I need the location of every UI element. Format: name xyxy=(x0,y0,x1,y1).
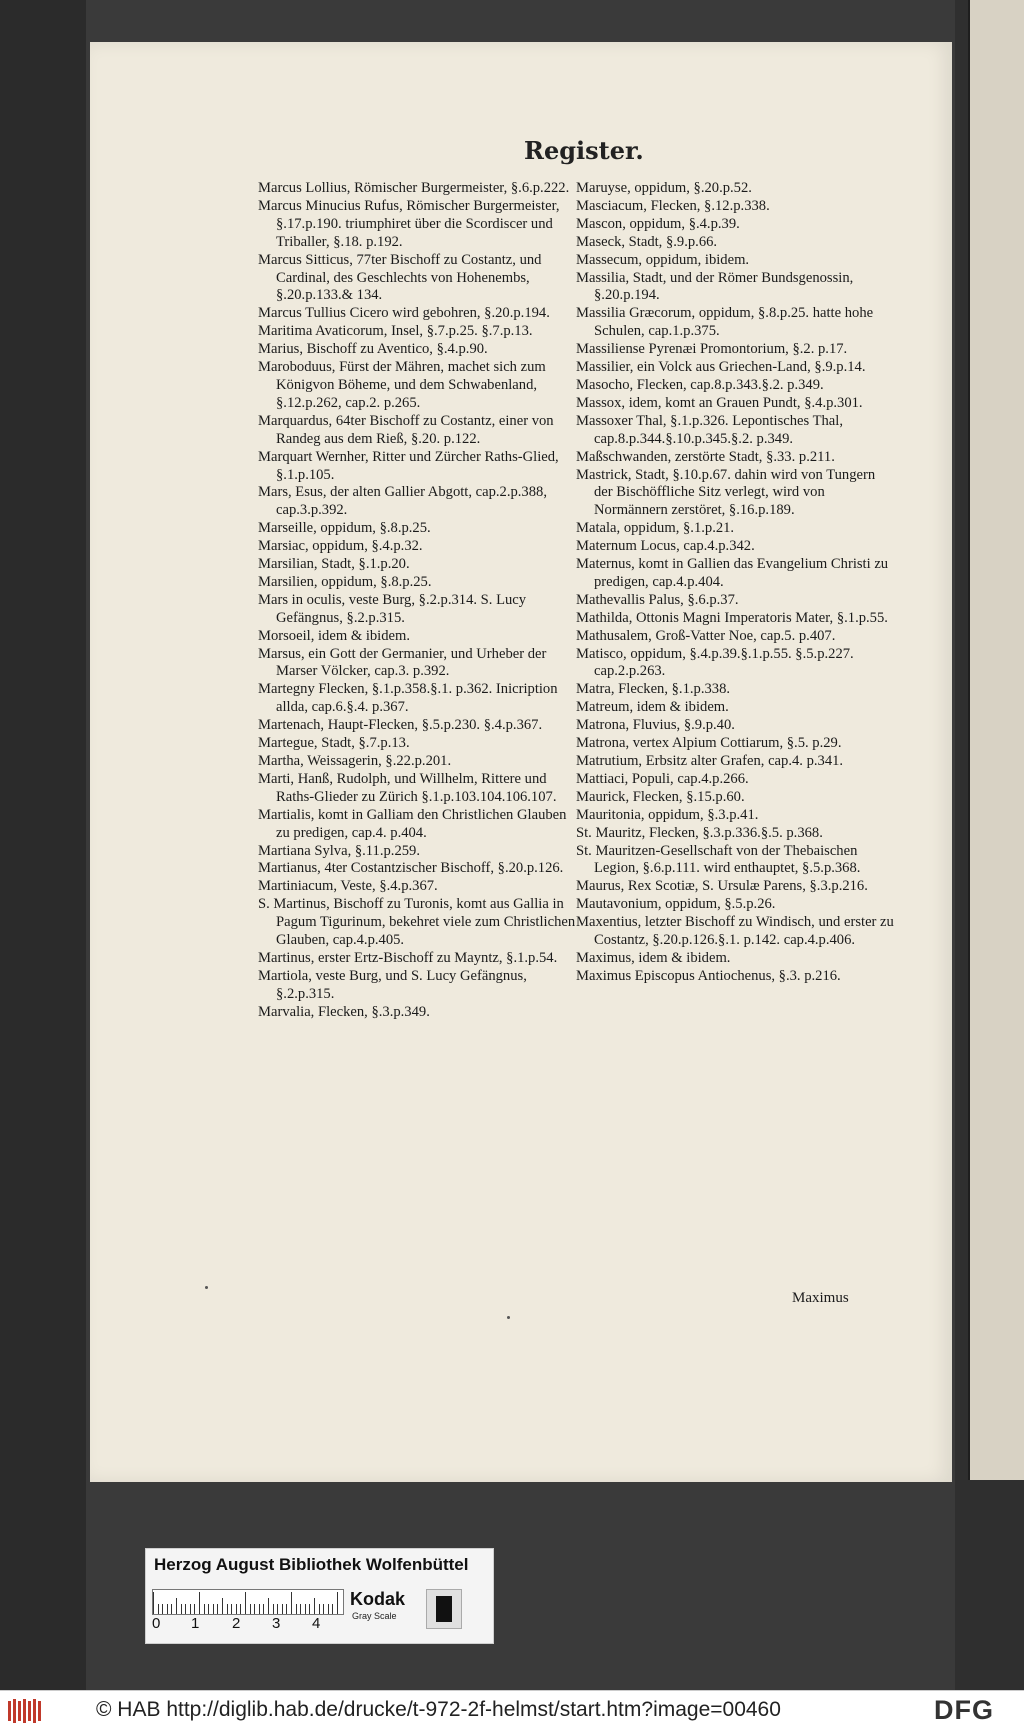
register-entry: Maurick, Flecken, §.15.p.60. xyxy=(576,788,745,805)
register-entry: Marsilian, Stadt, §.1.p.20. xyxy=(258,556,410,573)
register-entry: Maximus, idem & ibidem. xyxy=(576,949,731,966)
register-entry: Marcus Lollius, Römischer Burgermeister, §.6.p.222. xyxy=(258,180,570,196)
register-entry: Maßschwanden, zerstörte Stadt, §.33. p.211. xyxy=(576,448,835,465)
register-entry: Marcus Sitticus, 77ter Bischoff zu Costantz, und Cardinal, des Geschlechts von Hohenembs, §.20.p.133.& 134. xyxy=(258,251,542,304)
register-entry: Marsus, ein Gott der Germanier, und Urheber der Marser Völcker, cap.3. p.392. xyxy=(258,645,547,680)
register-entry: Marcus Minucius Rufus, Römischer Burgermeister, §.17.p.190. triumphiret über die Scordiscer und Triballer, §.18. p.192. xyxy=(258,197,560,250)
register-entry: Mathilda, Ottonis Magni Imperatoris Mater, §.1.p.55. xyxy=(576,609,888,626)
register-entry: Maxentius, letzter Bischoff zu Windisch, und erster zu Costantz, §.20.p.126.§.1. p.142. cap.4.p.406. xyxy=(576,914,894,949)
register-entry: Massilier, ein Volck aus Griechen-Land, §.9.p.14. xyxy=(576,359,866,376)
register-entry: Marsilien, oppidum, §.8.p.25. xyxy=(258,573,432,590)
register-entry: Marquardus, 64ter Bischoff zu Costantz, einer von Randeg aus dem Rieß, §.20. p.122. xyxy=(258,412,554,447)
register-entry: Maternum Locus, cap.4.p.342. xyxy=(576,538,755,555)
register-entry: Massiliense Pyrenæi Promontorium, §.2. p.17. xyxy=(576,341,848,358)
kodak-brand: Kodak xyxy=(350,1589,406,1609)
register-entry: Massox, idem, komt an Grauen Pundt, §.4.p.301. xyxy=(576,394,863,411)
register-entry: Matrona, Fluvius, §.9.p.40. xyxy=(576,717,735,734)
footer-url[interactable]: © HAB http://diglib.hab.de/drucke/t-972-2f-helmst/start.htm?image=00460 xyxy=(96,1698,781,1721)
register-entry: Mastrick, Stadt, §.10.p.67. dahin wird von Tungern der Bischöffliche Sitz verlegt, wird von Normännern zerstöret, §.16.p.189. xyxy=(576,466,876,519)
page-heading: Register. xyxy=(524,136,644,165)
register-entry: Maximus Episcopus Antiochenus, §.3. p.216. xyxy=(576,967,841,984)
register-entry: Masocho, Flecken, cap.8.p.343.§.2. p.349. xyxy=(576,376,824,393)
register-entry: Mattiaci, Populi, cap.4.p.266. xyxy=(576,770,749,787)
scale-number: 1 xyxy=(191,1615,200,1632)
register-entry: Maroboduus, Fürst der Mähren, machet sich zum Königvon Böheme, und dem Schwabenland, §.12.p.262, cap.2. p.265. xyxy=(258,359,546,411)
scale-number: 2 xyxy=(232,1615,241,1632)
register-entry: Massilia Græcorum, oppidum, §.8.p.25. hatte hohe Schulen, cap.1.p.375. xyxy=(576,305,874,340)
register-entry: Martialis, komt in Galliam den Christlichen Glauben zu predigen, cap.4. p.404. xyxy=(258,806,567,841)
color-calibration-card xyxy=(145,1548,494,1644)
register-right-column xyxy=(576,180,894,986)
dfg-logo: DFG xyxy=(934,1695,994,1725)
register-entry: Martegue, Stadt, §.7.p.13. xyxy=(258,735,410,752)
register-entry: Matisco, oppidum, §.4.p.39.§.1.p.55. §.5.p.227. cap.2.p.263. xyxy=(576,645,854,680)
register-entry: Martenach, Haupt-Flecken, §.5.p.230. §.4.p.367. xyxy=(258,717,543,734)
register-entry: Martianus, 4ter Costantzischer Bischoff, §.20.p.126. xyxy=(258,860,564,877)
register-entry: Mars in oculis, veste Burg, §.2.p.314. S. Lucy Gefängnus, §.2.p.315. xyxy=(258,591,527,626)
register-entry: Masciacum, Flecken, §.12.p.338. xyxy=(576,197,770,214)
register-entry: Marcus Tullius Cicero wird gebohren, §.20.p.194. xyxy=(258,305,550,322)
catchword: Maximus xyxy=(792,1290,849,1306)
register-entry: Maseck, Stadt, §.9.p.66. xyxy=(576,233,718,250)
register-entry: Mathusalem, Groß-Vatter Noe, cap.5. p.407. xyxy=(576,627,836,644)
register-entry: St. Mauritzen-Gesellschaft von der Thebaischen Legion, §.6.p.111. wird enthauptet, §.5.p.368. xyxy=(576,842,861,877)
footer-bar xyxy=(0,1690,1024,1731)
register-entry: Mathevallis Palus, §.6.p.37. xyxy=(576,591,739,608)
register-entry: Marvalia, Flecken, §.3.p.349. xyxy=(258,1003,430,1020)
card-title: Herzog August Bibliothek Wolfenbüttel xyxy=(154,1555,469,1574)
scale-number: 3 xyxy=(272,1615,281,1632)
register-entry: Martinus, erster Ertz-Bischoff zu Mayntz, §.1.p.54. xyxy=(258,949,558,966)
register-entry: Mautavonium, oppidum, §.5.p.26. xyxy=(576,896,776,913)
register-entry: S. Martinus, Bischoff zu Turonis, komt aus Gallia in Pagum Tigurinum, bekehret viele zum Christlichen Glauben, cap.4.p.405. xyxy=(258,896,576,949)
register-entry: Marseille, oppidum, §.8.p.25. xyxy=(258,520,431,537)
register-entry: Martiola, veste Burg, und S. Lucy Gefängnus, §.2.p.315. xyxy=(258,967,527,1002)
register-entry: Martegny Flecken, §.1.p.358.§.1. p.362. Inicription allda, cap.6.§.4. p.367. xyxy=(258,681,558,716)
kodak-subtitle: Gray Scale xyxy=(352,1611,397,1621)
register-entry: Maruyse, oppidum, §.20.p.52. xyxy=(576,180,752,196)
register-entry: Massoxer Thal, §.1.p.326. Lepontisches Thal, cap.8.p.344.§.10.p.345.§.2. p.349. xyxy=(576,412,843,447)
register-entry: Matrona, vertex Alpium Cottiarum, §.5. p.29. xyxy=(576,735,842,752)
register-entry: Matreum, idem & ibidem. xyxy=(576,699,729,716)
register-entry: Marti, Hanß, Rudolph, und Willhelm, Rittere und Raths-Glieder zu Zürich §.1.p.103.104.106.107. xyxy=(258,770,557,805)
register-entry: Maurus, Rex Scotiæ, S. Ursulæ Parens, §.3.p.216. xyxy=(576,878,868,895)
register-entry: Mars, Esus, der alten Gallier Abgott, cap.2.p.388, cap.3.p.392. xyxy=(258,484,547,519)
scale-number: 0 xyxy=(152,1615,161,1632)
register-entry: Massecum, oppidum, ibidem. xyxy=(576,251,750,268)
gray-scale-patch xyxy=(426,1589,462,1629)
register-entry: St. Mauritz, Flecken, §.3.p.336.§.5. p.368. xyxy=(576,824,823,841)
register-entry: Mascon, oppidum, §.4.p.39. xyxy=(576,215,740,232)
register-entry: Maritima Avaticorum, Insel, §.7.p.25. §.7.p.13. xyxy=(258,323,533,340)
register-left-column xyxy=(258,180,576,1022)
page-speck xyxy=(507,1316,510,1319)
register-entry: Marius, Bischoff zu Aventico, §.4.p.90. xyxy=(258,341,488,358)
register-entry: Morsoeil, idem & ibidem. xyxy=(258,627,411,644)
measurement-scale xyxy=(152,1589,344,1615)
register-entry: Matala, oppidum, §.1.p.21. xyxy=(576,520,735,537)
register-entry: Martha, Weissagerin, §.22.p.201. xyxy=(258,753,452,769)
page-speck xyxy=(205,1286,208,1289)
register-entry: Martiniacum, Veste, §.4.p.367. xyxy=(258,878,438,895)
register-entry: Martiana Sylva, §.11.p.259. xyxy=(258,842,420,859)
register-entry: Marquart Wernher, Ritter und Zürcher Raths-Glied, §.1.p.105. xyxy=(258,448,559,483)
background-left xyxy=(0,0,86,1690)
scale-number: 4 xyxy=(312,1615,321,1632)
hab-logo-icon xyxy=(6,1697,46,1725)
register-entry: Maternus, komt in Gallien das Evangelium Christi zu predigen, cap.4.p.404. xyxy=(576,556,889,590)
register-entry: Massilia, Stadt, und der Römer Bundsgenossin, §.20.p.194. xyxy=(576,269,854,304)
register-entry: Mauritonia, oppidum, §.3.p.41. xyxy=(576,806,759,823)
register-entry: Matrutium, Erbsitz alter Grafen, cap.4. p.341. xyxy=(576,753,844,769)
adjacent-page-edge xyxy=(968,0,1024,1480)
register-entry: Matra, Flecken, §.1.p.338. xyxy=(576,681,731,698)
register-entry: Marsiac, oppidum, §.4.p.32. xyxy=(258,538,423,555)
